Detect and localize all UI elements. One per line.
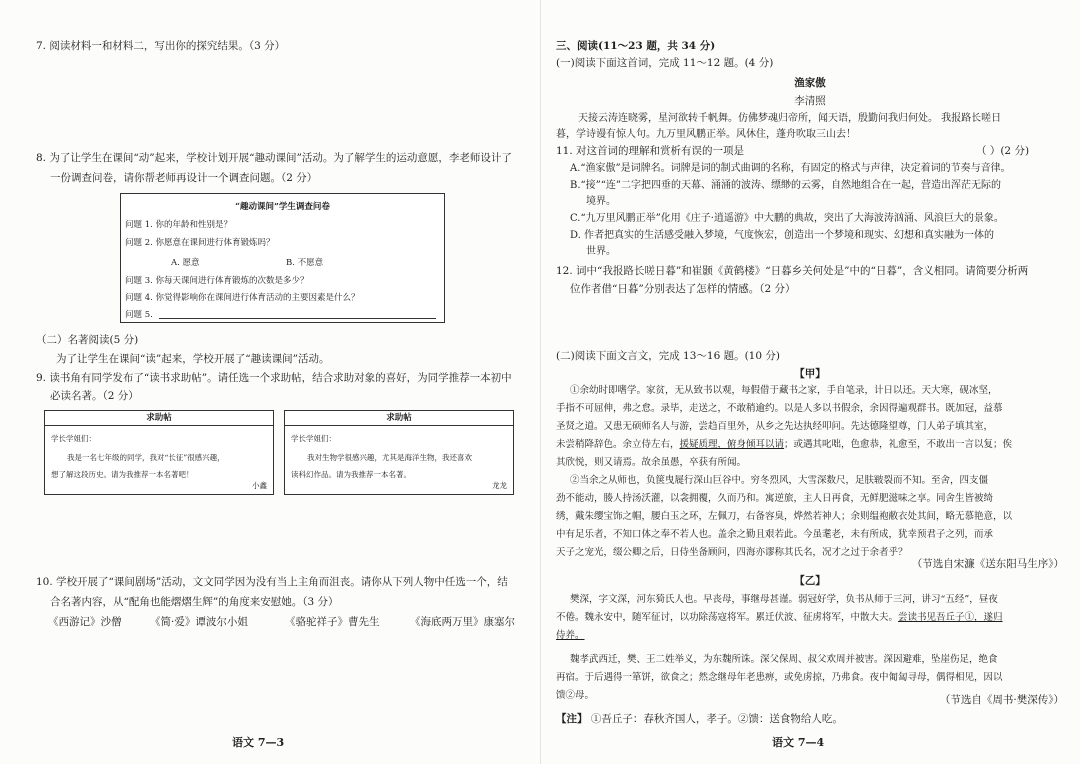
- help-post-title-1: 求助帖: [45, 411, 273, 426]
- survey-q4: 问题 4. 你觉得影响你在课间进行体育活动的主要因素是什么？: [125, 293, 360, 303]
- character-option-4: 《海底两万里》康塞尔: [410, 616, 515, 628]
- poem-title: 渔家傲: [794, 77, 826, 89]
- survey-q5: 问题 5.: [125, 310, 153, 320]
- help-post-greet-2: 学长学姐们：: [291, 434, 336, 443]
- question-11: 11. 对这首词的理解和赏析有误的一项是: [556, 145, 745, 157]
- passage-jia-line-1: ①余幼时即嗜学。家贫，无从致书以观，每假借于藏书之家，手自笔录，计日以还。天大寒，砚冰坚，: [570, 385, 998, 396]
- underlined-sentence-1: 援疑质理，俯身倾耳以请: [679, 439, 785, 450]
- annotation-label: 【注】: [556, 713, 588, 725]
- passage-yi-line-5: 再宿。于后遇得一箪饼，欲食之；然念继母年老患痹，或免虏掠，乃弗食。夜中匍匐寻母，偶得相见，因以: [556, 672, 1003, 683]
- survey-box: [120, 193, 445, 323]
- question-7: 7. 阅读材料一和材料二，写出你的探究结果。（3 分）: [36, 40, 286, 52]
- passage-jia-line-4-b: ；或遇其叱咄，色愈恭，礼愈至，不敢出一言以复；俟: [784, 439, 1013, 450]
- question-9-line2: 必读名著。（2 分）: [50, 390, 139, 402]
- question-10-line2: 合名著内容，从“配角也能熠熠生辉”的角度来安慰她。（3 分）: [50, 596, 339, 608]
- help-post-card-2: [284, 410, 514, 495]
- help-post-sign-1: 小鑫: [252, 481, 267, 490]
- character-option-1: 《西游记》沙僧: [48, 616, 122, 628]
- passage-yi-line-2-a: 不倦。魏永安中，随军征讨，以功除荡寇将军。累迁伏波、征虏将军，中散大夫。: [556, 612, 899, 623]
- question-11-answer-blank[interactable]: （ ）(2 分): [976, 145, 1030, 157]
- question-11-option-d-line1: D. 作者把真实的生活感受融入梦境，气度恢宏，创造出一个梦境和现实、幻想和真实融为一体的: [570, 230, 995, 241]
- help-post-line1-1: 我是一名七年级的同学，我对“长征”很感兴趣，: [67, 453, 225, 462]
- underlined-sentence-2-end: 侍养。: [556, 630, 585, 641]
- survey-q1: 问题 1. 你的年龄和性别是？: [125, 220, 233, 230]
- help-post-card-1: [44, 410, 274, 495]
- passage-jia-line-8: 绣，戴朱缨宝饰之帽，腰白玉之环，左佩刀，右备容臭，烨然若神人；余则缊袍敝衣处其间，略无慕艳意，以: [556, 511, 1013, 522]
- help-post-line1-2: 我对生物学很感兴趣，尤其是海洋生物，我还喜欢: [307, 453, 472, 462]
- question-8-line1: 8. 为了让学生在课间“动”起来，学校计划开展“趣动课间”活动。为了解学生的运动意愿，李老师设计了: [36, 152, 512, 164]
- passage-jia-line-5: 其欣悦，则又请焉。故余虽愚，卒获有所闻。: [556, 457, 747, 468]
- help-post-sign-2: 龙龙: [492, 481, 507, 490]
- poem-line-1: 天接云涛连晓雾，星河欲转千帆舞。仿佛梦魂归帝所，闻天语，殷勤问我归何处。 我报路长嗟日: [578, 113, 1002, 124]
- poem-line-2: 暮，学诗谩有惊人句。九万里风鹏正举。风休住，蓬舟吹取三山去！: [556, 129, 856, 140]
- question-12-line2: 位作者借“日暮”分别表达了怎样的情感。（2 分）: [570, 283, 796, 295]
- survey-option-a: A. 愿意: [171, 258, 200, 268]
- survey-q3: 问题 3. 你每天课间进行体育锻炼的次数是多少？: [125, 276, 309, 286]
- question-10-line1: 10. 学校开展了“课间剧场”活动，文文同学因为没有当上主角而沮丧。请你从下列人物中任选一个，结: [36, 576, 508, 588]
- question-11-option-c: C.“九万里风鹏正举”化用《庄子·逍遥游》中大鹏的典故，突出了大海波涛汹涌、风浪巨大的景象。: [570, 213, 1004, 224]
- help-post-greet-1: 学长学姐们：: [51, 434, 96, 443]
- survey-option-b: B. 不愿意: [286, 258, 324, 268]
- character-option-2: 《简·爱》谭波尔小姐: [150, 616, 248, 628]
- help-post-line2-2: 读科幻作品。请为我推荐一本名著。: [291, 470, 411, 479]
- question-9-line1: 9. 读书角有同学发布了“读书求助帖”。请任选一个求助帖，结合求助对象的喜好，为同学推荐一本初中: [36, 372, 512, 384]
- character-option-3: 《骆驼祥子》曹先生: [285, 616, 380, 628]
- annotation: [556, 711, 843, 727]
- passage-yi-source: （节选自《周书·樊深传》）: [939, 694, 1064, 706]
- help-post-title-2: 求助帖: [285, 411, 513, 426]
- underlined-sentence-2: 尝读书见吾丘子①，遂归: [898, 612, 1003, 623]
- page-footer-right: 语文 7—4: [772, 736, 825, 749]
- passage-jia-line-10: 天子之宠光，缀公卿之后，日侍坐备顾问，四海亦谬称其氏名，况才之过于余者乎？: [556, 547, 908, 558]
- part1-intro: (一)阅读下面这首词，完成 11～12 题。(4 分): [556, 57, 774, 69]
- passage-jia-title: 【甲】: [794, 368, 826, 380]
- passage-jia-line-6: ②当余之从师也，负箧曳屣行深山巨谷中。穷冬烈风，大雪深数尺，足肤皲裂而不知。至舍，四支僵: [570, 475, 989, 486]
- passage-jia-line-4: [556, 436, 1012, 454]
- question-11-option-b-line1: B.“接”“连”二字把四垂的天幕、涌涌的波涛、缥缈的云雾，自然地组合在一起，营造出浑茫无际的: [570, 180, 1001, 191]
- poem-author: 李清照: [794, 95, 826, 107]
- page-footer-left: 语文 7—3: [232, 736, 285, 749]
- section2-intro: 为了让学生在课间“读”起来，学校开展了“趣读课间”活动。: [56, 353, 330, 365]
- annotation-text: ①吾丘子：春秋齐国人，孝子。②馈：送食物给人吃。: [590, 713, 843, 725]
- passage-jia-line-3: 圣贤之道。又患无硕师名人与游，尝趋百里外，从乡之先达执经叩问。先达德隆望尊，门人弟子填其室，: [556, 421, 994, 432]
- help-post-line2-1: 想了解这段历史。请为我推荐一本名著吧！: [51, 470, 194, 479]
- section2-title: （二）名著阅读(5 分): [36, 334, 139, 346]
- passage-yi-line-1: 樊深，字文深，河东猗氏人也。早丧母，事继母甚谨。弱冠好学，负书从师于三河，讲习“五经”，昼夜: [570, 594, 998, 605]
- survey-q5-answer-line: [159, 318, 436, 319]
- survey-title: “趣动课间”学生调查问卷: [235, 202, 330, 212]
- passage-yi-line-4: 魏孝武西迁，樊、王二姓举义，为东魏所诛。深父保周、叔父欢周并被害。深因避难，坠崖伤足，绝食: [570, 654, 998, 665]
- passage-jia-line-4-a: 未尝稍降辞色。余立侍左右，: [556, 439, 680, 450]
- question-11-option-d-line2: 世界。: [586, 246, 616, 257]
- survey-q2: 问题 2. 你愿意在课间进行体育锻炼吗？: [125, 238, 275, 248]
- right-page: [540, 0, 1080, 764]
- passage-jia-line-9: 中有足乐者，不知口体之奉不若人也。盖余之勤且艰若此。今虽耄老，未有所成，犹幸预君子之列，而承: [556, 529, 994, 540]
- section3-title: 三、阅读(11～23 题，共 34 分): [556, 40, 716, 52]
- question-11-option-a: A.“渔家傲”是词牌名。词牌是词的制式曲调的名称，有固定的格式与声律，决定着词的节奏与音律。: [570, 163, 1011, 174]
- passage-jia-line-7: 劲不能动，媵人持汤沃灌，以衾拥覆，久而乃和。寓逆旅，主人日再食，无鲜肥滋味之享。同舍生皆被绮: [556, 493, 994, 504]
- passage-yi-title: 【乙】: [794, 575, 826, 587]
- question-11-option-b-line2: 境界。: [586, 196, 616, 207]
- passage-yi-line-2: [556, 609, 1003, 627]
- passage-jia-line-2: 手指不可屈伸，弗之怠。录毕，走送之，不敢稍逾约。以是人多以书假余，余因得遍观群书。既加冠，益慕: [556, 403, 1003, 414]
- question-12-line1: 12. 词中“我报路长嗟日暮”和崔颢《黄鹤楼》“日暮乡关何处是”中的“日暮”，含义相同。请简要分析两: [556, 265, 1029, 277]
- passage-yi-line-3: [556, 627, 585, 645]
- part2-intro: (二)阅读下面文言文，完成 13～16 题。(10 分): [556, 350, 780, 362]
- question-8-line2: 一份调查问卷，请你帮老师再设计一个调查问题。（2 分）: [50, 172, 318, 184]
- passage-yi-line-6: 馈②母。: [556, 690, 595, 701]
- passage-jia-source: （节选自宋濂《送东阳马生序》）: [911, 558, 1064, 570]
